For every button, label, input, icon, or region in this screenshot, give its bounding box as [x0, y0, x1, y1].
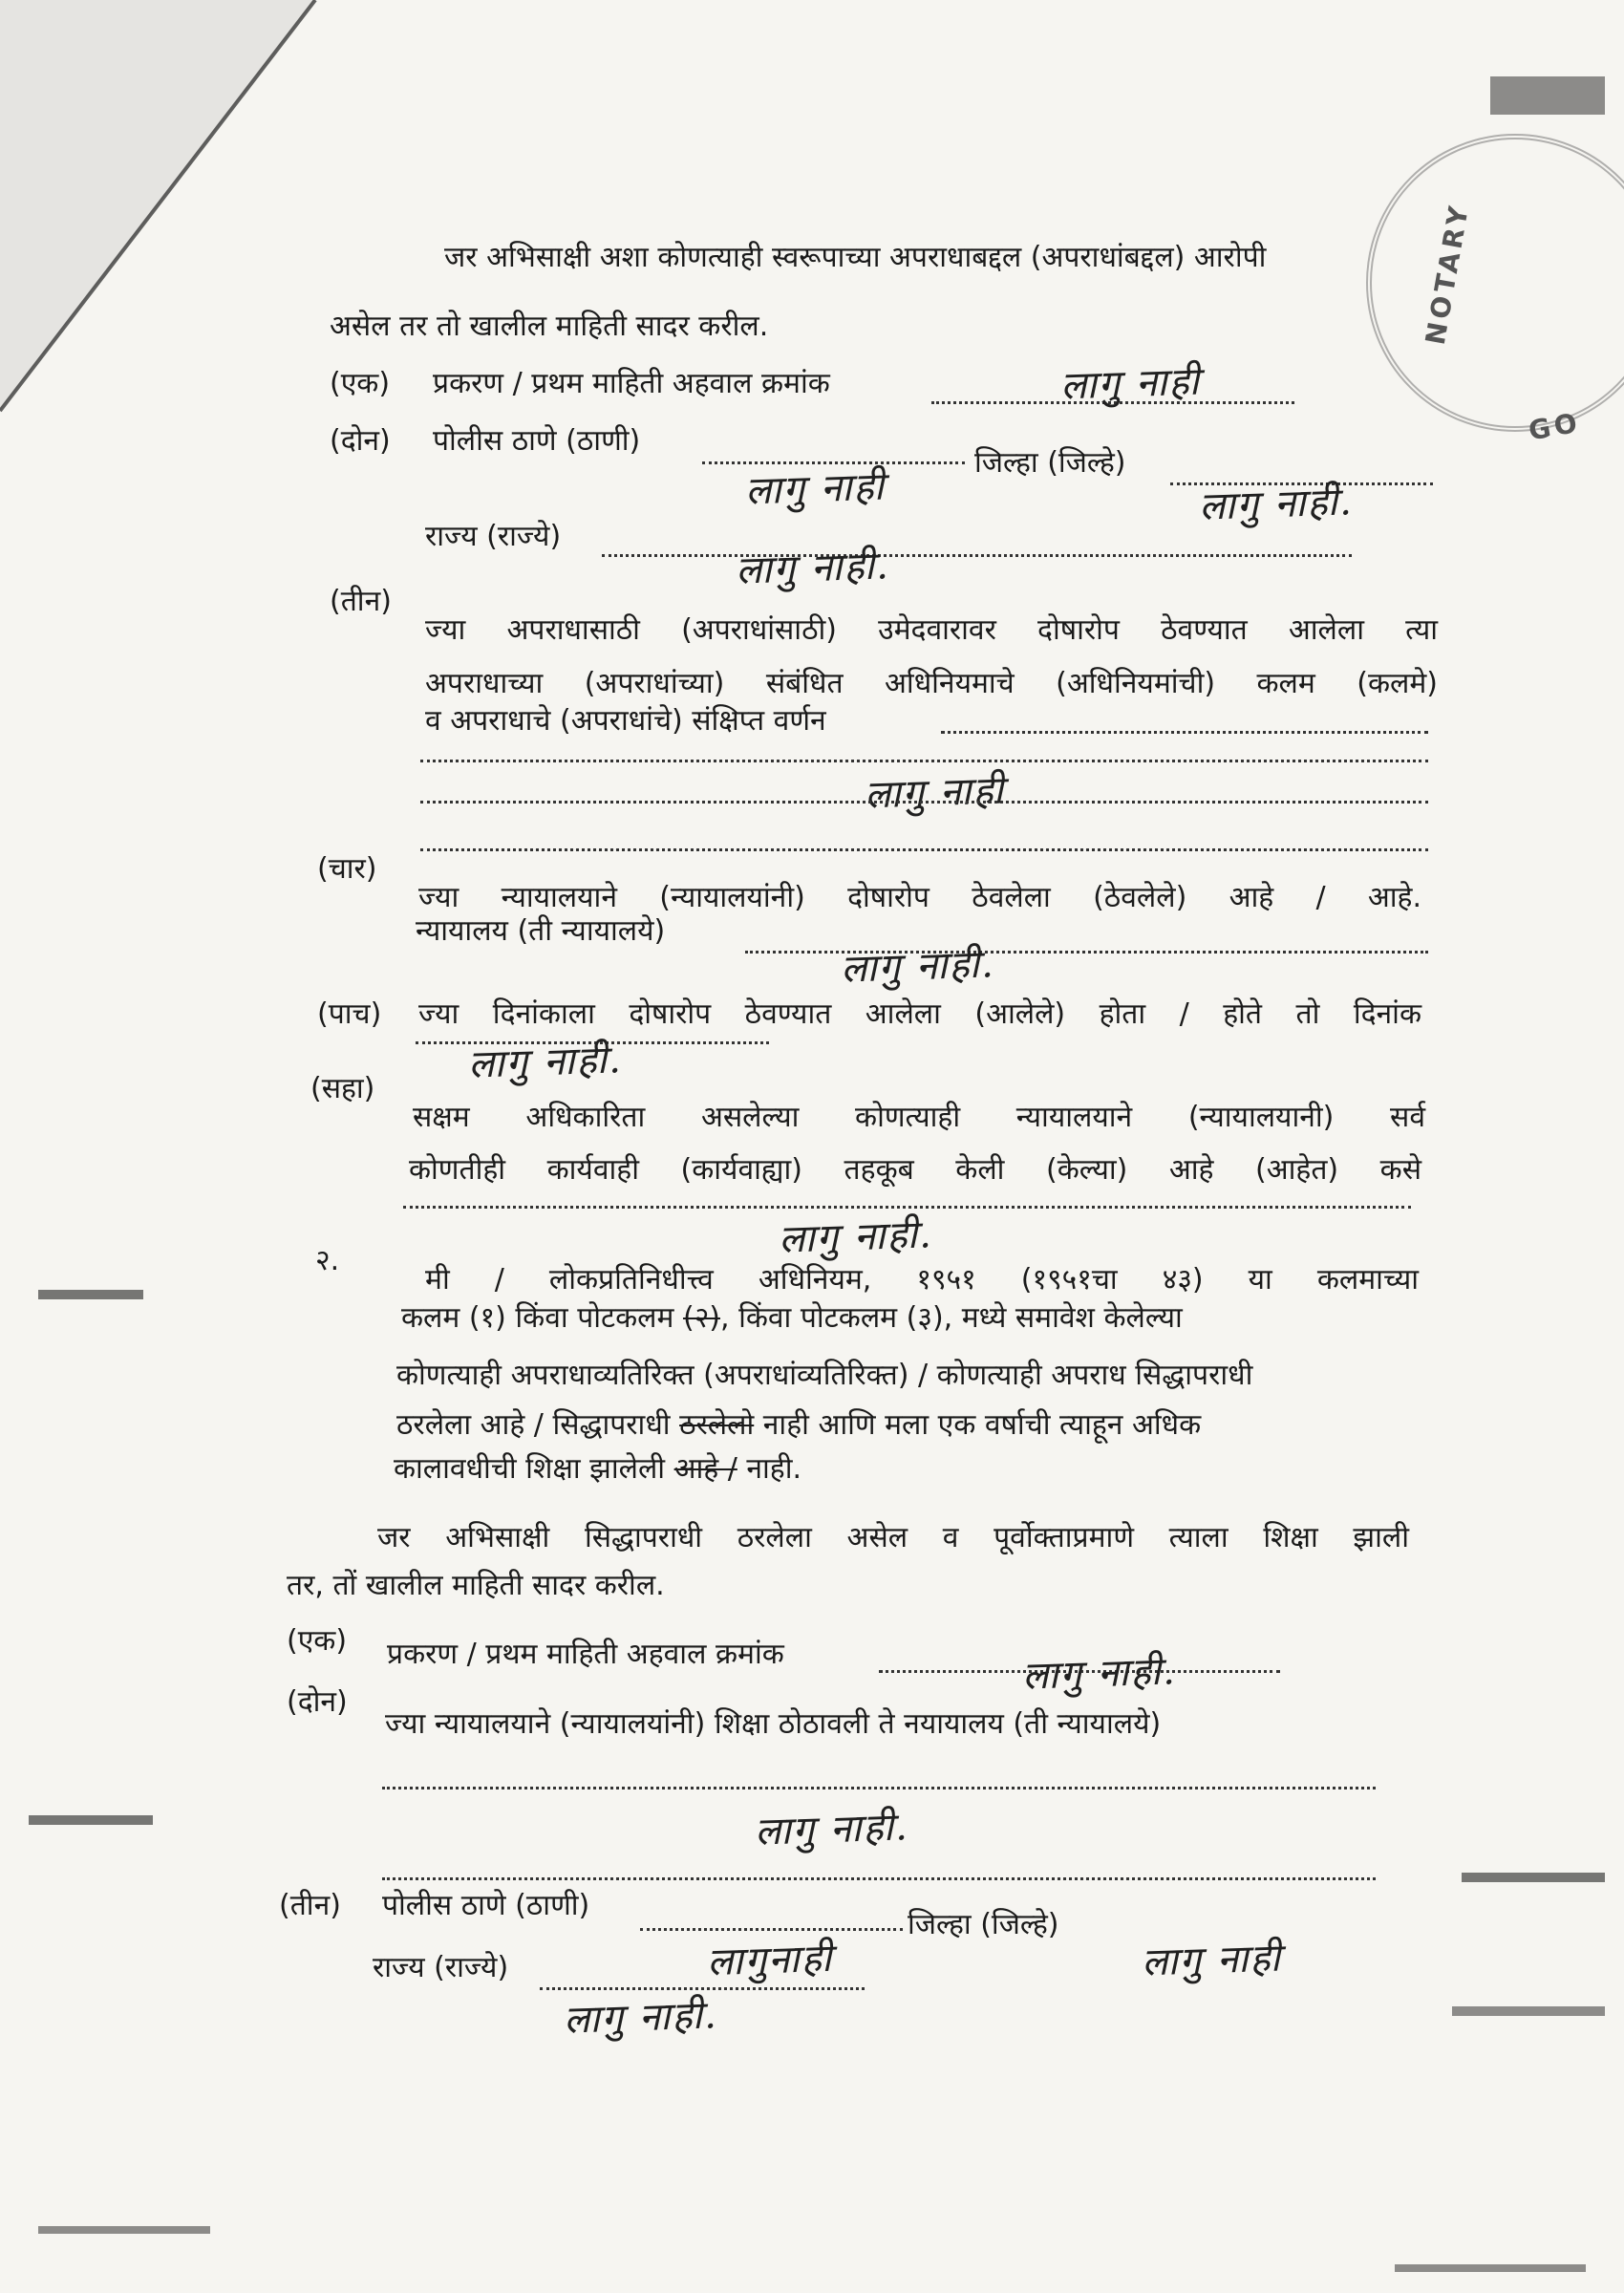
proceedings-stayed-line: सक्षम अधिकारिता असलेल्या कोणत्याही न्यायालयाने (न्यायालयानी) सर्व [413, 1101, 1425, 1134]
conviction-district-value: लागु नाही [1141, 1936, 1283, 1985]
declaration-text: नाही आणि मला एक वर्षाची त्याहून अधिक [754, 1408, 1202, 1442]
charges-description-line: व अपराधाचे (अपराधांचे) संक्षिप्त वर्णन [425, 704, 826, 738]
conviction-district-label: जिल्हा (जिल्हे) [908, 1908, 1059, 1941]
proceedings-stayed-value: लागु नाही. [778, 1212, 934, 1262]
scan-smudge [1490, 76, 1605, 115]
state-label: राज्य (राज्ये) [425, 520, 562, 553]
fill-line [602, 554, 1352, 557]
struck-text: ठरलेलो [679, 1408, 755, 1442]
court-charged-line: ज्या न्यायालयाने (न्यायालयांनी) दोषारोप ठेवलेला (ठेवलेले) आहे / आहे. [418, 881, 1421, 914]
charges-description-line: अपराधाच्या (अपराधांच्या) संबंधित अधिनियमाचे (अधिनियमांची) कलम (कलमे) [425, 667, 1438, 700]
conviction-police-station-label: पोलीस ठाणे (ठाणी) [382, 1889, 590, 1922]
item-marker: (एक) [287, 1624, 348, 1658]
declaration-text: कालावधीची शिक्षा झालेली [394, 1452, 674, 1486]
district-value: लागु नाही. [1198, 480, 1355, 529]
item-marker: (दोन) [287, 1685, 348, 1719]
police-station-label: पोलीस ठाणे (ठाणी) [433, 424, 641, 458]
scan-smudge [38, 1290, 143, 1299]
intro-paragraph-line: असेल तर तो खालील माहिती सादर करील. [330, 310, 769, 343]
district-label: जिल्हा (जिल्हे) [974, 446, 1126, 480]
conviction-intro-line: जर अभिसाक्षी सिद्धापराधी ठरलेला असेल व पूर्वोक्ताप्रमाणे त्याला शिक्षा झाली [377, 1521, 1409, 1554]
declaration-line [396, 1406, 1201, 1445]
scan-smudge [1452, 2006, 1605, 2016]
police-station-value: लागु नाही [744, 464, 887, 514]
conviction-state-label: राज्य (राज्ये) [373, 1951, 509, 1984]
declaration-line [394, 1450, 801, 1489]
conviction-police-station-value: लागुनाही [706, 1936, 835, 1985]
proceedings-stayed-line: कोणतीही कार्यवाही (कार्यवाह्या) तहकूब केली (केल्या) आहे (आहेत) कसे [409, 1153, 1421, 1187]
conviction-case-number-value: लागु नाही. [1021, 1649, 1178, 1699]
state-value: लागु नाही. [735, 544, 891, 593]
declaration-line: मी / लोकप्रतिनिधीत्त्व अधिनियम, १९५१ (१९५१चा ४३) या कलमाच्या [425, 1263, 1419, 1297]
conviction-state-value: लागु नाही. [563, 1993, 719, 2043]
conviction-case-number-label [387, 1636, 784, 1674]
folded-corner-shading [0, 0, 325, 420]
conviction-intro-line: तर, तों खालील माहिती सादर करील. [287, 1569, 665, 1602]
notary-stamp-text: NOTARY [1419, 200, 1476, 348]
declaration-text: ठरलेला आहे / सिद्धापराधी [396, 1408, 680, 1442]
item-marker: (एक) [330, 367, 391, 400]
declaration-text: नाही. [737, 1452, 802, 1486]
item-marker: (तीन) [330, 585, 392, 618]
conviction-case-number-text: प्रकरण / प्रथम माहिती अहवाल क्रमांक [387, 1638, 784, 1671]
fill-line [382, 1787, 1376, 1789]
fill-line [420, 760, 1428, 762]
declaration-text: कलम (१) किंवा पोटकलम [401, 1301, 683, 1335]
fill-line [382, 1877, 1376, 1880]
scan-smudge [29, 1815, 153, 1825]
scan-smudge [1462, 1873, 1605, 1882]
item-marker: (दोन) [330, 424, 391, 458]
charges-description-value: लागु नाही [864, 768, 1006, 818]
declaration-line [401, 1299, 1423, 1338]
item-marker: (पाच) [317, 997, 382, 1031]
declaration-text: , किंवा पोटकलम (३), मध्ये समावेश केलेल्या [720, 1301, 1183, 1335]
notary-stamp-text: GO [1526, 406, 1584, 447]
section-number: २. [315, 1244, 340, 1277]
fill-line [640, 1928, 903, 1931]
struck-text: (२) [682, 1301, 720, 1335]
charge-date-value: लागु नाही. [467, 1038, 624, 1087]
court-charged-line: न्यायालय (ती न्यायालये) [416, 914, 666, 948]
item-marker: (सहा) [310, 1072, 375, 1105]
convicting-court-value: लागु नाही. [754, 1805, 910, 1854]
case-fir-number-value: लागु नाही [1059, 359, 1202, 409]
scan-smudge [1395, 2264, 1586, 2272]
court-charged-value: लागु नाही. [840, 942, 996, 992]
charge-date-line: ज्या दिनांकाला दोषारोप ठेवण्यात आलेला (आलेले) होता / होते तो दिनांक [418, 997, 1421, 1031]
fill-line [941, 731, 1428, 734]
item-marker: (तीन) [279, 1889, 341, 1922]
item-marker: (चार) [317, 852, 377, 886]
declaration-line: कोणत्याही अपराधाव्यतिरिक्त (अपराधांव्यतिरिक्त) / कोणत्याही अपराध सिद्धापराधी [396, 1359, 1253, 1392]
scan-smudge [38, 2226, 210, 2234]
fill-line [420, 801, 1428, 804]
charges-description-line: ज्या अपराधासाठी (अपराधांसाठी) उमेदवारावर दोषारोप ठेवण्यात आलेला त्या [425, 613, 1438, 647]
convicting-court-label: ज्या न्यायालयाने (न्यायालयांनी) शिक्षा ठोठावली ते नयायालय (ती न्यायालये) [385, 1707, 1162, 1741]
struck-text: आहे / [673, 1452, 737, 1486]
case-fir-number-label: प्रकरण / प्रथम माहिती अहवाल क्रमांक [433, 367, 830, 400]
notary-stamp [1366, 134, 1624, 432]
intro-paragraph-line: जर अभिसाक्षी अशा कोणत्याही स्वरूपाच्या अपराधाबद्दल (अपराधांबद्दल) आरोपी [444, 241, 1267, 274]
fill-line [420, 848, 1428, 851]
